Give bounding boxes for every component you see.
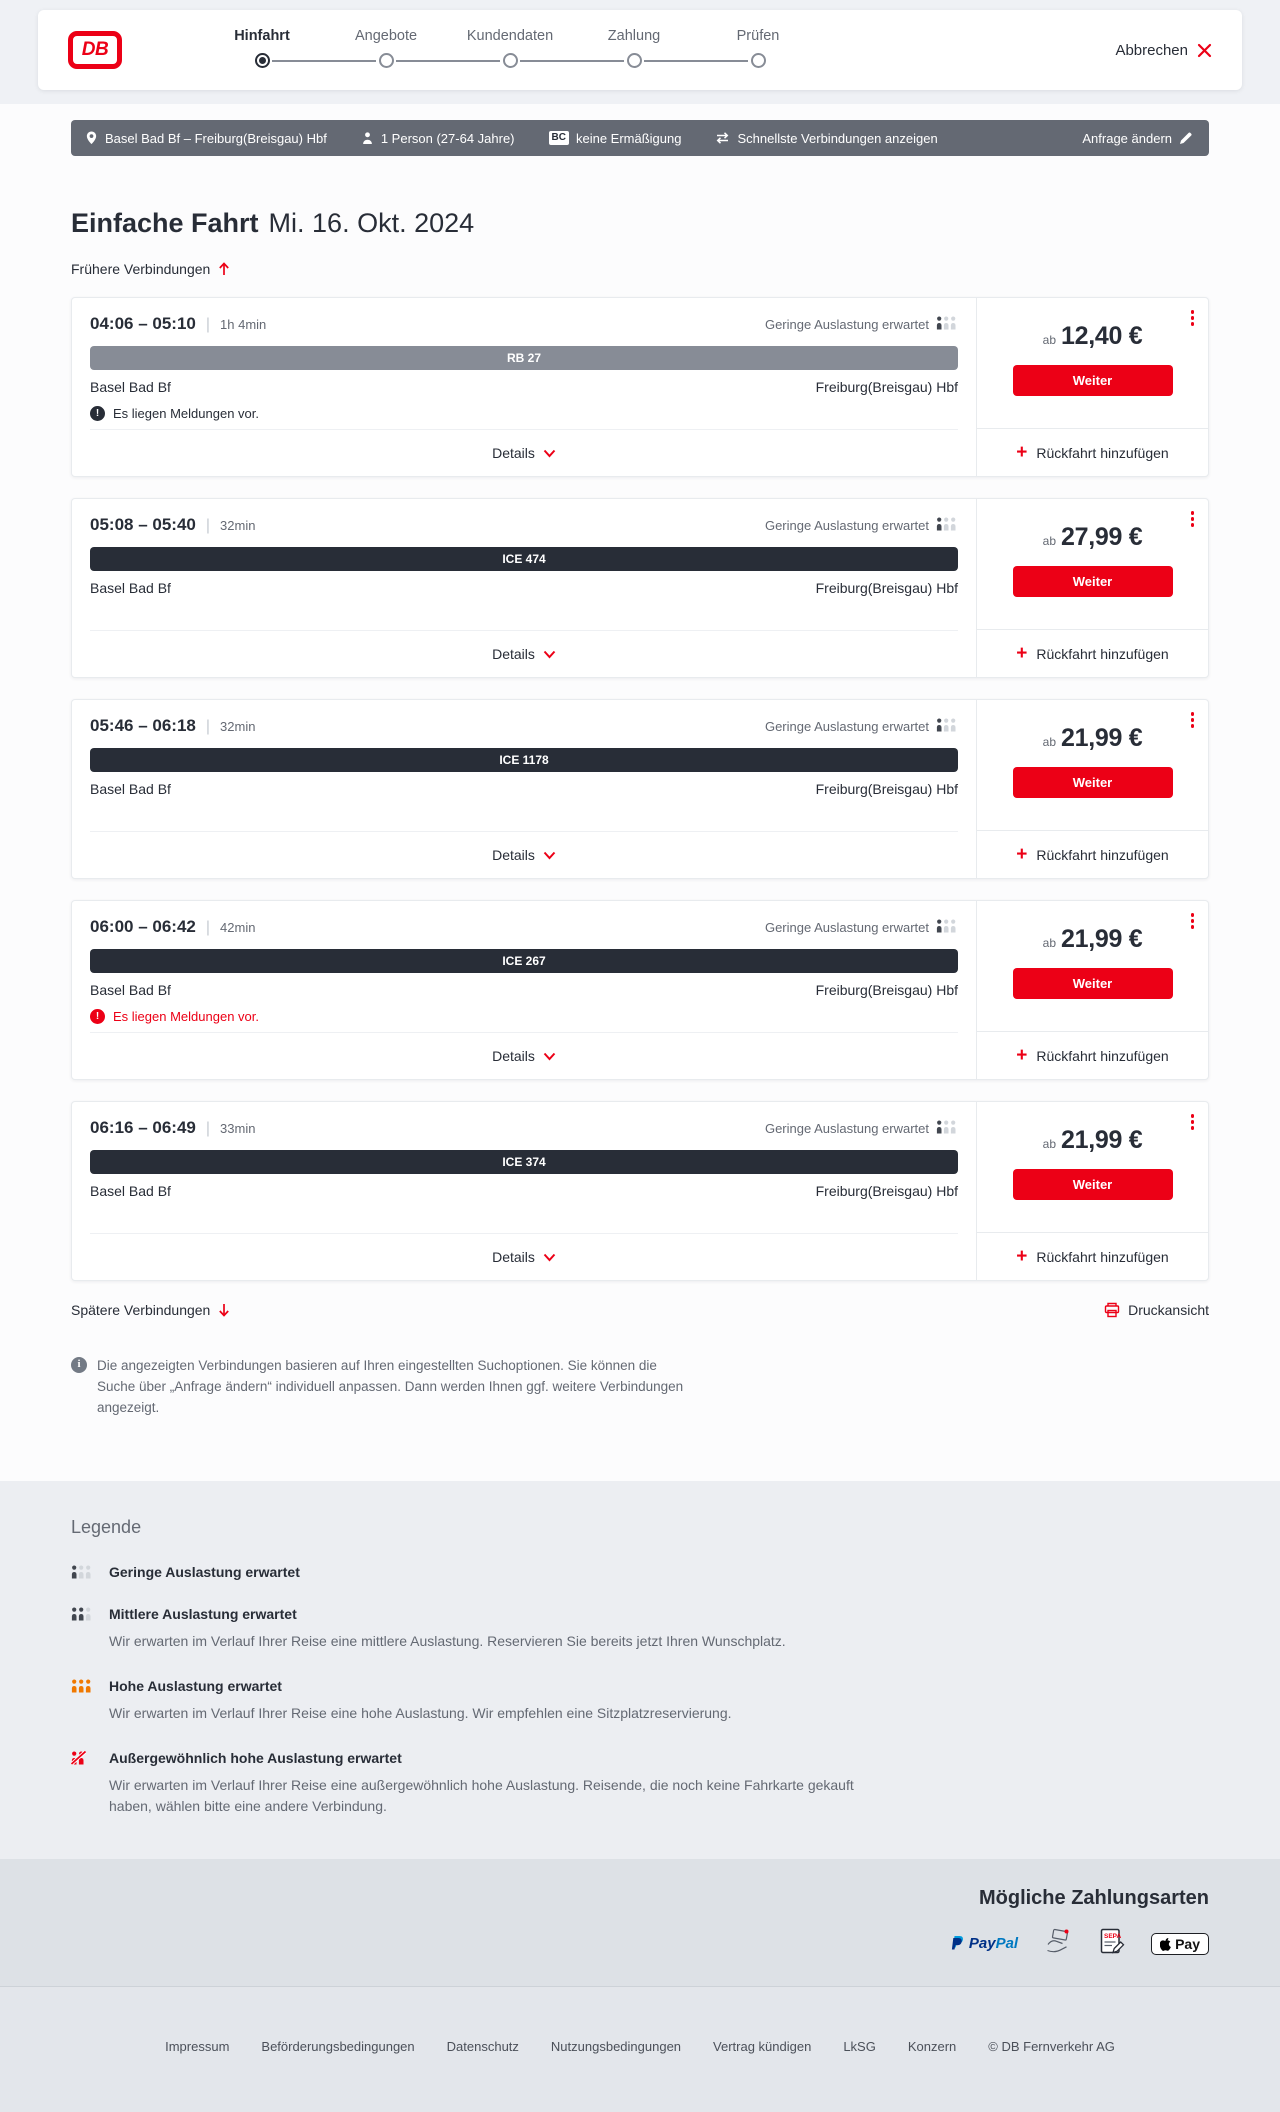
journey-card xyxy=(71,699,1209,879)
bahncard-icon: BC xyxy=(549,131,569,145)
journey-card xyxy=(71,900,1209,1080)
occupancy-label: Geringe Auslastung erwartet xyxy=(764,518,929,533)
occupancy-indicator xyxy=(765,1120,958,1137)
arrow-up-icon xyxy=(218,262,230,276)
cancel-label: Abbrechen xyxy=(1115,41,1188,59)
step-angebote[interactable] xyxy=(324,27,448,73)
journey-side-panel xyxy=(976,499,1208,677)
departure-station: Basel Bad Bf xyxy=(90,580,171,596)
legend-section xyxy=(0,1481,1280,1859)
add-return-button[interactable] xyxy=(1016,1044,1169,1066)
arrival-station: Freiburg(Breisgau) Hbf xyxy=(815,781,958,797)
details-toggle[interactable] xyxy=(492,646,556,662)
footer-copyright: © DB Fernverkehr AG xyxy=(988,2038,1115,2054)
step-pruefen[interactable] xyxy=(696,27,820,73)
arrival-station: Freiburg(Breisgau) Hbf xyxy=(815,982,958,998)
journey-message-text: Es liegen Meldungen vor. xyxy=(113,406,259,421)
occupancy-low-icon xyxy=(936,517,958,534)
chevron-down-icon xyxy=(543,851,556,860)
price-value: 27,99 € xyxy=(1061,523,1143,551)
journey-main xyxy=(72,298,976,476)
payment-methods xyxy=(71,1928,1209,1960)
kebab-menu-icon[interactable] xyxy=(1189,1112,1197,1132)
location-pin-icon xyxy=(85,130,98,146)
step-dot-active xyxy=(255,53,270,68)
price xyxy=(977,523,1208,552)
details-toggle[interactable] xyxy=(492,847,556,863)
legend-item-low xyxy=(71,1564,1209,1580)
continue-button[interactable]: Weiter xyxy=(1013,968,1173,999)
travel-date: Mi. 16. Okt. 2024 xyxy=(268,208,475,238)
journey-time: 04:06 – 05:10 xyxy=(90,314,196,333)
details-label: Details xyxy=(492,1249,535,1265)
printer-icon xyxy=(1104,1302,1120,1318)
arrow-down-icon xyxy=(218,1303,230,1317)
occupancy-low-icon xyxy=(936,316,958,333)
departure-station: Basel Bad Bf xyxy=(90,982,171,998)
step-dot xyxy=(627,53,642,68)
summary-passenger xyxy=(361,131,515,146)
warning-icon: ! xyxy=(90,406,105,421)
occupancy-indicator xyxy=(765,517,958,534)
continue-button[interactable]: Weiter xyxy=(1013,566,1173,597)
step-dot xyxy=(379,53,394,68)
journey-main xyxy=(72,901,976,1079)
kebab-menu-icon[interactable] xyxy=(1189,308,1197,328)
price-value: 21,99 € xyxy=(1061,925,1143,953)
add-return-label: Rückfahrt hinzufügen xyxy=(1036,645,1169,662)
add-return-button[interactable] xyxy=(1016,843,1169,865)
warning-icon: ! xyxy=(90,1009,105,1024)
arrival-station: Freiburg(Breisgau) Hbf xyxy=(815,379,958,395)
departure-station: Basel Bad Bf xyxy=(90,781,171,797)
kebab-menu-icon[interactable] xyxy=(1189,911,1197,931)
person-icon xyxy=(361,131,374,145)
legend-item-title: Hohe Auslastung erwartet xyxy=(109,1677,282,1694)
chevron-down-icon xyxy=(543,1253,556,1262)
separator: | xyxy=(205,1120,211,1137)
journey-time: 06:00 – 06:42 xyxy=(90,917,196,936)
details-label: Details xyxy=(492,646,535,662)
occupancy-low-icon xyxy=(936,718,958,735)
chevron-down-icon xyxy=(543,1052,556,1061)
add-return-button[interactable] xyxy=(1016,642,1169,664)
chevron-down-icon xyxy=(543,449,556,458)
train-line-bar[interactable]: ICE 1178 xyxy=(90,748,958,772)
top-strip xyxy=(0,0,1280,104)
swap-arrows-icon xyxy=(715,131,730,145)
train-line-bar[interactable]: RB 27 xyxy=(90,346,958,370)
journey-side-panel xyxy=(976,901,1208,1079)
add-return-label: Rückfahrt hinzufügen xyxy=(1036,846,1169,863)
separator: | xyxy=(205,718,211,735)
journey-duration: 32min xyxy=(220,518,256,533)
trip-type: Einfache Fahrt xyxy=(71,208,259,238)
details-toggle[interactable] xyxy=(492,1048,556,1064)
add-return-button[interactable] xyxy=(1016,1245,1169,1267)
legend-item-description: Wir erwarten im Verlauf Ihrer Reise eine hohe Auslastung. Wir empfehlen eine Sitzplatzreservierung. xyxy=(109,1704,732,1721)
journey-duration: 1h 4min xyxy=(220,317,267,332)
credit-card-icon xyxy=(1044,1928,1074,1960)
results-section xyxy=(0,120,1280,1481)
change-request-label: Anfrage ändern xyxy=(1082,130,1172,146)
legend-item-title: Mittlere Auslastung erwartet xyxy=(109,1605,297,1622)
arrival-station: Freiburg(Breisgau) Hbf xyxy=(815,580,958,596)
legend-title: Legende xyxy=(71,1516,142,1537)
occupancy-exceptional-icon xyxy=(71,1751,97,1765)
step-label: Prüfen xyxy=(736,28,780,44)
summary-route xyxy=(85,130,327,146)
plus-icon: + xyxy=(1016,1245,1028,1267)
site-footer xyxy=(0,1986,1280,2112)
step-dot xyxy=(503,53,518,68)
print-view-link[interactable] xyxy=(1104,1302,1209,1318)
kebab-menu-icon[interactable] xyxy=(1189,710,1197,730)
legend-item-high xyxy=(71,1678,1209,1724)
journey-main xyxy=(72,1102,976,1280)
step-label: Zahlung xyxy=(607,28,661,44)
price-value: 12,40 € xyxy=(1061,322,1143,350)
occupancy-label: Geringe Auslastung erwartet xyxy=(764,317,929,332)
journey-message-text: Es liegen Meldungen vor. xyxy=(113,1009,259,1024)
journey-card xyxy=(71,498,1209,678)
step-dot xyxy=(751,53,766,68)
details-label: Details xyxy=(492,847,535,863)
step-hinfahrt[interactable] xyxy=(200,27,324,73)
step-zahlung[interactable] xyxy=(572,27,696,73)
earlier-connections-label: Frühere Verbindungen xyxy=(71,261,211,277)
add-return-label: Rückfahrt hinzufügen xyxy=(1036,1248,1169,1265)
route-text: Basel Bad Bf – Freiburg(Breisgau) Hbf xyxy=(105,130,327,146)
occupancy-medium-icon xyxy=(71,1607,97,1621)
kebab-menu-icon[interactable] xyxy=(1189,509,1197,529)
plus-icon: + xyxy=(1016,642,1028,664)
price-prefix: ab xyxy=(1042,936,1057,950)
plus-icon: + xyxy=(1016,843,1028,865)
journey-duration: 32min xyxy=(220,719,256,734)
occupancy-low-icon xyxy=(936,1120,958,1137)
footer-link-lksg[interactable]: LkSG xyxy=(843,2038,876,2054)
price xyxy=(977,322,1208,351)
arrival-station: Freiburg(Breisgau) Hbf xyxy=(815,1183,958,1199)
step-label: Kundendaten xyxy=(466,28,554,44)
chevron-down-icon xyxy=(543,650,556,659)
close-icon xyxy=(1197,43,1212,58)
checkout-stepper xyxy=(200,27,820,73)
price-prefix: ab xyxy=(1042,534,1057,548)
train-line-bar[interactable]: ICE 374 xyxy=(90,1150,958,1174)
earlier-connections-link[interactable] xyxy=(71,261,230,277)
legend-item-title: Außergewöhnlich hohe Auslastung erwartet xyxy=(109,1749,402,1766)
summary-discount xyxy=(549,131,682,146)
discount-text: keine Ermäßigung xyxy=(575,130,682,146)
journey-time: 05:46 – 06:18 xyxy=(90,716,196,735)
footer-link-vertrag-kuendigen[interactable]: Vertrag kündigen xyxy=(713,2038,812,2054)
footer-link-nutzungsbedingungen[interactable]: Nutzungsbedingungen xyxy=(550,2038,682,2054)
legend-item-description: Wir erwarten im Verlauf Ihrer Reise eine außergewöhnlich hohe Auslastung. Reisende, die noch keine Fahrkarte gekauft haben, wählen bitte eine andere Verbindung. xyxy=(109,1776,854,1814)
separator: | xyxy=(205,316,211,333)
continue-button[interactable]: Weiter xyxy=(1013,1169,1173,1200)
payments-title: Mögliche Zahlungsarten xyxy=(978,1886,1209,1909)
journey-main xyxy=(72,499,976,677)
price xyxy=(977,925,1208,954)
later-connections-label: Spätere Verbindungen xyxy=(71,1302,211,1318)
occupancy-low-icon xyxy=(71,1565,97,1579)
occupancy-indicator xyxy=(765,718,958,735)
add-return-label: Rückfahrt hinzufügen xyxy=(1036,1047,1169,1064)
fastest-text: Schnellste Verbindungen anzeigen xyxy=(737,130,938,146)
price-prefix: ab xyxy=(1042,735,1057,749)
occupancy-high-icon xyxy=(71,1679,97,1693)
plus-icon: + xyxy=(1016,441,1028,463)
separator: | xyxy=(205,517,211,534)
price-prefix: ab xyxy=(1042,333,1057,347)
sepa-icon xyxy=(1100,1928,1125,1960)
legend-item-description: Wir erwarten im Verlauf Ihrer Reise eine mittlere Auslastung. Reservieren Sie bereits jetzt Ihren Wunschplatz. xyxy=(109,1632,786,1649)
pencil-icon xyxy=(1179,131,1193,145)
paypal-icon: PayPal xyxy=(951,1935,1018,1952)
journey-card xyxy=(71,1101,1209,1281)
page-title xyxy=(71,208,1209,239)
journey-time: 06:16 – 06:49 xyxy=(90,1118,196,1137)
payments-section xyxy=(0,1859,1280,1986)
price xyxy=(977,724,1208,753)
price-value: 21,99 € xyxy=(1061,724,1143,752)
footer-link-impressum[interactable]: Impressum xyxy=(165,2038,230,2054)
price xyxy=(977,1126,1208,1155)
continue-button[interactable]: Weiter xyxy=(1013,365,1173,396)
info-note-text: Die angezeigten Verbindungen basieren auf Ihren eingestellten Suchoptionen. Sie können die Suche über „Anfrage ändern“ individuell anpassen. Dann werden Ihnen ggf. weitere Verbindungen angezeigt. xyxy=(97,1358,684,1415)
journey-list xyxy=(71,297,1209,1281)
journey-time: 05:08 – 05:40 xyxy=(90,515,196,534)
departure-station: Basel Bad Bf xyxy=(90,1183,171,1199)
later-connections-link[interactable] xyxy=(71,1302,230,1318)
footer-link-befoerderungsbedingungen[interactable]: Beförderungsbedingungen xyxy=(261,2038,415,2054)
journey-duration: 33min xyxy=(220,1121,256,1136)
details-toggle[interactable] xyxy=(492,1249,556,1265)
journey-main xyxy=(72,700,976,878)
occupancy-low-icon xyxy=(936,919,958,936)
svg-text:SEPA: SEPA xyxy=(1104,1932,1122,1940)
continue-button[interactable]: Weiter xyxy=(1013,767,1173,798)
add-return-button[interactable] xyxy=(1016,441,1169,463)
details-label: Details xyxy=(492,445,535,461)
details-toggle[interactable] xyxy=(492,445,556,461)
journey-side-panel xyxy=(976,298,1208,476)
info-note xyxy=(71,1356,1209,1419)
journey-side-panel xyxy=(976,1102,1208,1280)
details-label: Details xyxy=(492,1048,535,1064)
print-view-label: Druckansicht xyxy=(1128,1302,1209,1318)
step-label: Hinfahrt xyxy=(234,28,290,44)
change-request-button[interactable] xyxy=(1082,131,1193,146)
occupancy-label: Geringe Auslastung erwartet xyxy=(764,920,929,935)
journey-message xyxy=(90,1009,958,1024)
separator: | xyxy=(205,919,211,936)
journey-side-panel xyxy=(976,700,1208,878)
apple-pay-icon: Pay xyxy=(1151,1933,1209,1955)
cancel-button[interactable] xyxy=(1115,42,1212,59)
step-kundendaten[interactable] xyxy=(448,27,572,73)
legend-item-title: Geringe Auslastung erwartet xyxy=(109,1563,300,1580)
info-icon: i xyxy=(71,1357,87,1373)
search-summary-bar xyxy=(71,120,1209,156)
price-value: 21,99 € xyxy=(1061,1126,1143,1154)
train-line-bar[interactable]: ICE 267 xyxy=(90,949,958,973)
checkout-header xyxy=(38,10,1242,90)
occupancy-label: Geringe Auslastung erwartet xyxy=(764,1121,929,1136)
occupancy-label: Geringe Auslastung erwartet xyxy=(764,719,929,734)
plus-icon: + xyxy=(1016,1044,1028,1066)
step-label: Angebote xyxy=(354,28,418,44)
journey-duration: 42min xyxy=(220,920,256,935)
occupancy-indicator xyxy=(765,919,958,936)
train-line-bar[interactable]: ICE 474 xyxy=(90,547,958,571)
departure-station: Basel Bad Bf xyxy=(90,379,171,395)
db-logo[interactable]: DB xyxy=(68,31,122,69)
legend-item-medium xyxy=(71,1606,1209,1652)
legend-item-exceptional xyxy=(71,1750,1209,1817)
footer-link-datenschutz[interactable]: Datenschutz xyxy=(446,2038,519,2054)
journey-card xyxy=(71,297,1209,477)
add-return-label: Rückfahrt hinzufügen xyxy=(1036,444,1169,461)
occupancy-indicator xyxy=(765,316,958,333)
summary-fastest xyxy=(715,131,937,146)
footer-link-konzern[interactable]: Konzern xyxy=(907,2038,957,2054)
journey-message xyxy=(90,406,958,421)
price-prefix: ab xyxy=(1042,1137,1057,1151)
passenger-text: 1 Person (27-64 Jahre) xyxy=(380,130,515,146)
